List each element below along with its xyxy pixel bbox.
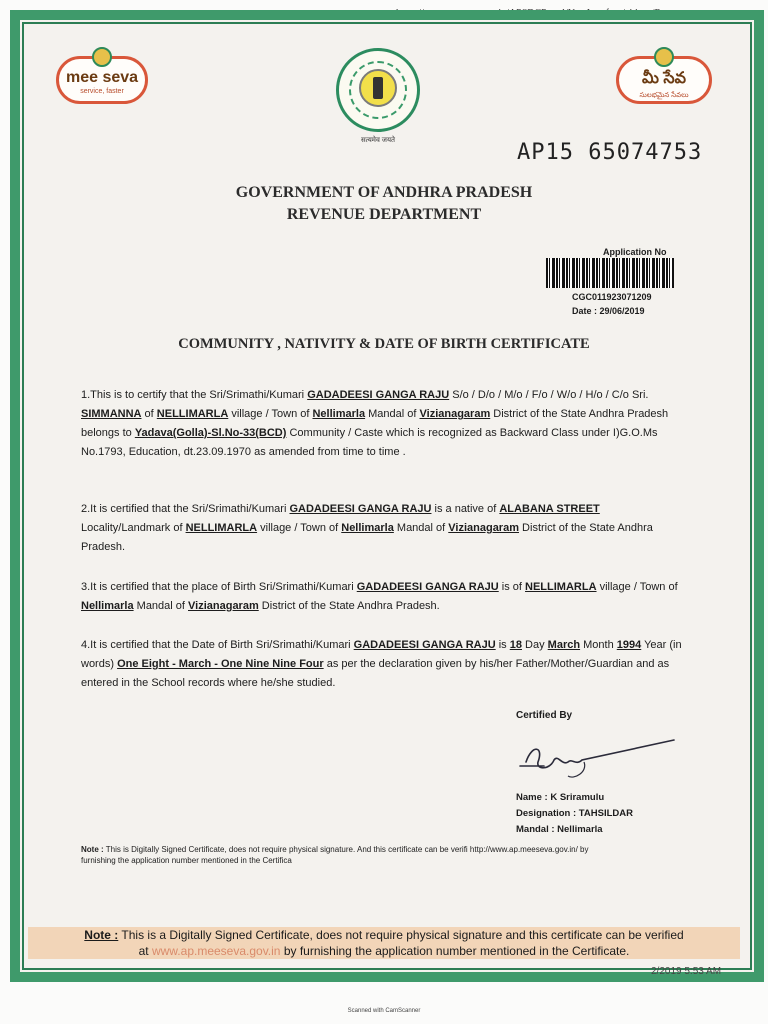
birth-day: 18 xyxy=(509,639,522,651)
birth-month: March xyxy=(547,639,581,651)
birth-date-words: One Eight - March - One Nine Nine Four xyxy=(117,658,324,670)
logo-left-text: mee seva xyxy=(65,69,139,86)
verification-note: Note : This is a Digitally Signed Certificate, does not require physical signature and this certificate can be verified at www.ap.meeseva.gov.in by furnishing the application number mentioned in the Certificate. xyxy=(28,927,740,959)
father-name: SIMMANNA xyxy=(81,408,142,420)
logo-emblem-icon xyxy=(92,47,112,67)
mandal-name: Nellimarla xyxy=(312,408,366,420)
meeseva-logo-right xyxy=(616,56,712,104)
certificate-title: COMMUNITY , NATIVITY & DATE OF BIRTH CERTIFICATE xyxy=(178,336,590,352)
officer-name: Name : K Sriramulu xyxy=(516,792,605,803)
applicant-name: GADADEESI GANGA RAJU xyxy=(289,503,432,515)
village-name: NELLIMARLA xyxy=(525,581,597,593)
street-name: ALABANA STREET xyxy=(499,503,600,515)
meeseva-url-text: www.ap.meeseva.gov.in xyxy=(151,944,281,958)
application-date: Date : 29/06/2019 xyxy=(572,306,645,316)
officer-designation: Designation : TAHSILDAR xyxy=(516,808,633,819)
paragraph-place-of-birth: 3.It is certified that the place of Birth Sri/Srimathi/Kumari GADADEESI GANGA RAJU is of NELLIMARLA village / Town of Nellimarla Mandal of Vizianagaram District of the State Andhra Pradesh. xyxy=(81,581,678,612)
barcode xyxy=(546,258,674,288)
emblem-caption: सत्यमेव जयते xyxy=(360,137,396,144)
village-name: NELLIMARLA xyxy=(185,522,258,534)
paragraph-nativity: 2.It is certified that the Sri/Srimathi/Kumari GADADEESI GANGA RAJU is a native of ALABANA STREET Locality/Landmark of NELLIMARLA village / Town of Nellimarla Mandal of Vizianagaram District of the State Andhra Pradesh. xyxy=(81,503,653,553)
paragraph-community: 1.This is to certify that the Sri/Srimathi/Kumari GADADEESI GANGA RAJU S/o / D/o / M/o / F/o / W/o / H/o / C/o Sri. SIMMANNA of NELLIMARLA village / Town of Nellimarla Mandal of Vizianagaram District of the State Andhra Pradesh belongs to Yadava(Golla)-Sl.No-33(BCD) Community / Caste which is recognized as Backward Class under I)G.O.Ms No.1793, Education, dt.23.09.1970 as amended from time to time . xyxy=(81,389,669,458)
officer-signature xyxy=(514,736,684,784)
government-heading: GOVERNMENT OF ANDHRA PRADESH xyxy=(235,184,533,201)
application-number: CGC011923071209 xyxy=(572,292,652,302)
logo-left-subtext: service, faster xyxy=(80,88,124,95)
officer-mandal: Mandal : Nellimarla xyxy=(516,824,603,835)
birth-year: 1994 xyxy=(616,639,642,651)
district-name: Vizianagaram xyxy=(448,522,519,534)
applicant-name: GADADEESI GANGA RAJU xyxy=(356,581,499,593)
logo-right-subtext: సులభమైన సేవలు xyxy=(639,92,689,99)
mandal-name: Nellimarla xyxy=(341,522,394,534)
district-name: Vizianagaram xyxy=(188,600,259,612)
print-timestamp: 2/2019 5:53 AM xyxy=(651,966,722,977)
applicant-name: GADADEESI GANGA RAJU xyxy=(353,639,496,651)
paragraph-date-of-birth: 4.It is certified that the Date of Birth Sri/Srimathi/Kumari GADADEESI GANGA RAJU is 18 Day March Month 1994 Year (in words) One Eight - March - One Nine Nine Four as per the declaration given by his/her Father/Mother/Guardian and as entered in the School records where he/she studied. xyxy=(81,639,682,689)
certified-by-label: Certified By xyxy=(516,710,573,721)
digital-signature-note: Note : This is Digitally Signed Certificate, does not require physical signature. And this certificate can be verifi http://www.ap.meeseva.gov.in/ by furnishing the application number mentioned in the Certifica xyxy=(81,845,589,865)
meeseva-logo-left xyxy=(56,56,148,104)
applicant-name: GADADEESI GANGA RAJU xyxy=(307,389,450,401)
department-heading: REVENUE DEPARTMENT xyxy=(286,206,482,223)
caste-name: Yadava(Golla)-Sl.No-33(BCD) xyxy=(134,427,287,439)
district-name: Vizianagaram xyxy=(419,408,491,420)
mandal-name: Nellimarla xyxy=(81,600,134,612)
scanner-watermark: Scanned with CamScanner xyxy=(347,1008,421,1014)
village-name: NELLIMARLA xyxy=(156,408,229,420)
logo-emblem-icon xyxy=(654,47,674,67)
state-emblem-icon xyxy=(336,48,420,132)
certificate-number: AP15 65074753 xyxy=(517,140,703,165)
logo-right-text: మీ సేవ xyxy=(642,70,686,87)
application-number-label: Application No xyxy=(603,247,667,257)
